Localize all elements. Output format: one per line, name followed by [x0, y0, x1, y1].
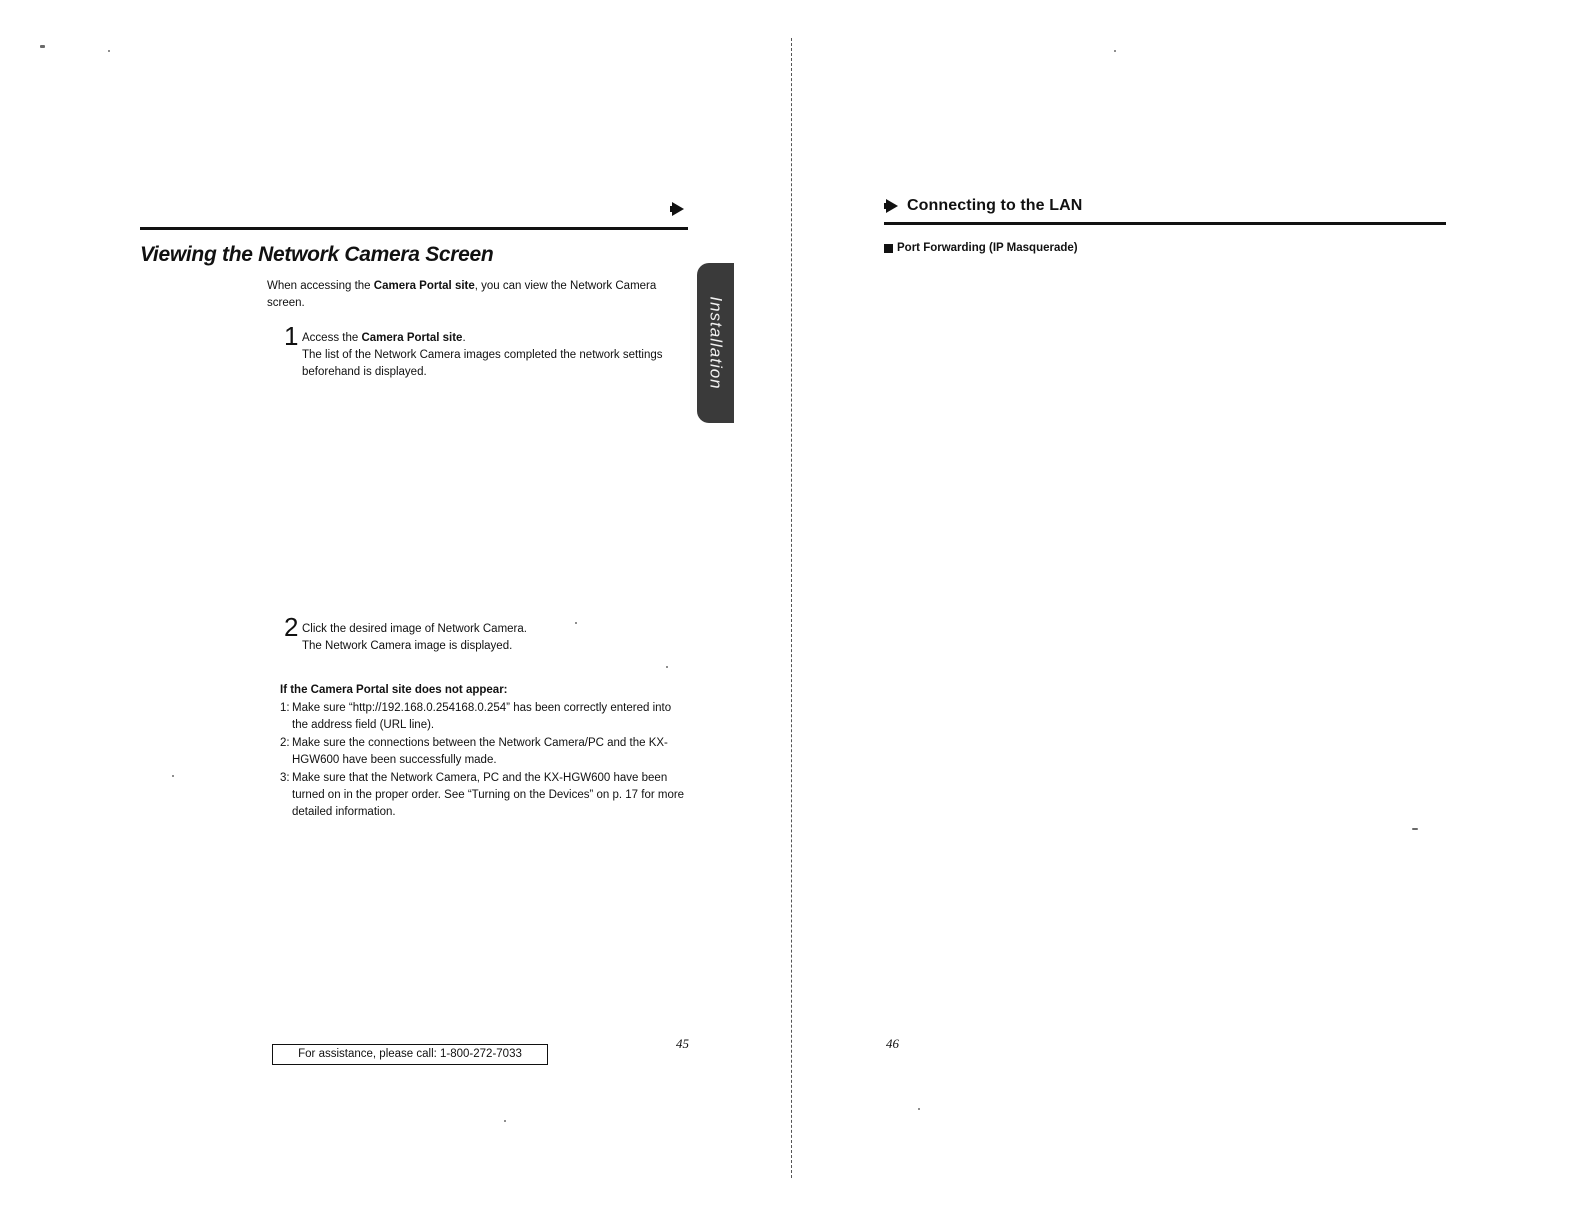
- intro-text-end: , you can view the Network Camera screen.: [267, 280, 657, 309]
- page-title: Viewing the Network Camera Screen: [140, 243, 494, 266]
- list-item-number: 3:: [280, 772, 290, 784]
- assistance-box: For assistance, please call: 1-800-272-7033: [272, 1044, 548, 1065]
- step-instruction: [302, 330, 466, 347]
- intro-text-start: When accessing the: [267, 280, 374, 292]
- step-number: 2: [284, 612, 299, 642]
- chapter-tab-label: Installation: [706, 296, 726, 390]
- step-instruction-start: Access the: [302, 332, 362, 344]
- scan-speck: [172, 775, 174, 777]
- step-instruction: [302, 621, 527, 638]
- scan-speck: [575, 622, 577, 624]
- header-rule: [140, 227, 688, 230]
- page-number: 46: [886, 1036, 899, 1051]
- list-item-number: 2:: [280, 737, 290, 749]
- scan-speck: [1114, 50, 1116, 52]
- list-item-number: 1:: [280, 702, 290, 714]
- step-instruction-start: Click the desired image of Network Camera.: [302, 623, 527, 635]
- scan-speck: [504, 1120, 506, 1122]
- section-title: Connecting to the LAN: [907, 197, 1083, 214]
- arrow-right-icon: [884, 198, 900, 214]
- list-item-text: Make sure “http://192.168.0.254168.0.254” has been correctly entered into the address field (URL line).: [292, 702, 672, 731]
- scan-speck: [666, 666, 668, 668]
- troubleshooting-title: If the Camera Portal site does not appear:: [280, 684, 508, 696]
- list-item: [280, 700, 690, 734]
- arrow-right-icon: [670, 201, 686, 217]
- step-number: 1: [284, 321, 299, 351]
- scan-speck: [108, 50, 110, 52]
- list-item-text: Make sure that the Network Camera, PC and the KX-HGW600 have been turned on in the proper order. See “Turning on the Devices” on p. 17 for more detailed information.: [292, 772, 685, 818]
- intro-text-bold: Camera Portal site: [373, 280, 475, 292]
- subsection-heading: [884, 242, 1078, 254]
- scan-speck: [918, 1108, 920, 1110]
- list-item: [280, 735, 690, 769]
- chapter-tab: [697, 263, 734, 423]
- step-result: The Network Camera image is displayed.: [302, 640, 513, 652]
- list-item-text: Make sure the connections between the Network Camera/PC and the KX-HGW600 have been successfully made.: [292, 737, 668, 766]
- intro-paragraph: [267, 278, 692, 312]
- header-rule: [884, 222, 1446, 225]
- step-instruction-bold: Camera Portal site: [361, 332, 463, 344]
- scan-speck: [1412, 828, 1418, 830]
- section-header: [884, 197, 1082, 215]
- subsection-title: Port Forwarding (IP Masquerade): [897, 242, 1078, 254]
- list-item: [280, 770, 690, 821]
- square-bullet-icon: [884, 244, 893, 253]
- step-result: The list of the Network Camera images completed the network settings beforehand is displayed.: [302, 349, 663, 378]
- right-page: [792, 0, 1584, 1224]
- page-number: 45: [676, 1036, 689, 1051]
- troubleshooting-section: [280, 682, 690, 822]
- step-instruction-end: .: [462, 332, 466, 344]
- scan-speck: [40, 45, 45, 48]
